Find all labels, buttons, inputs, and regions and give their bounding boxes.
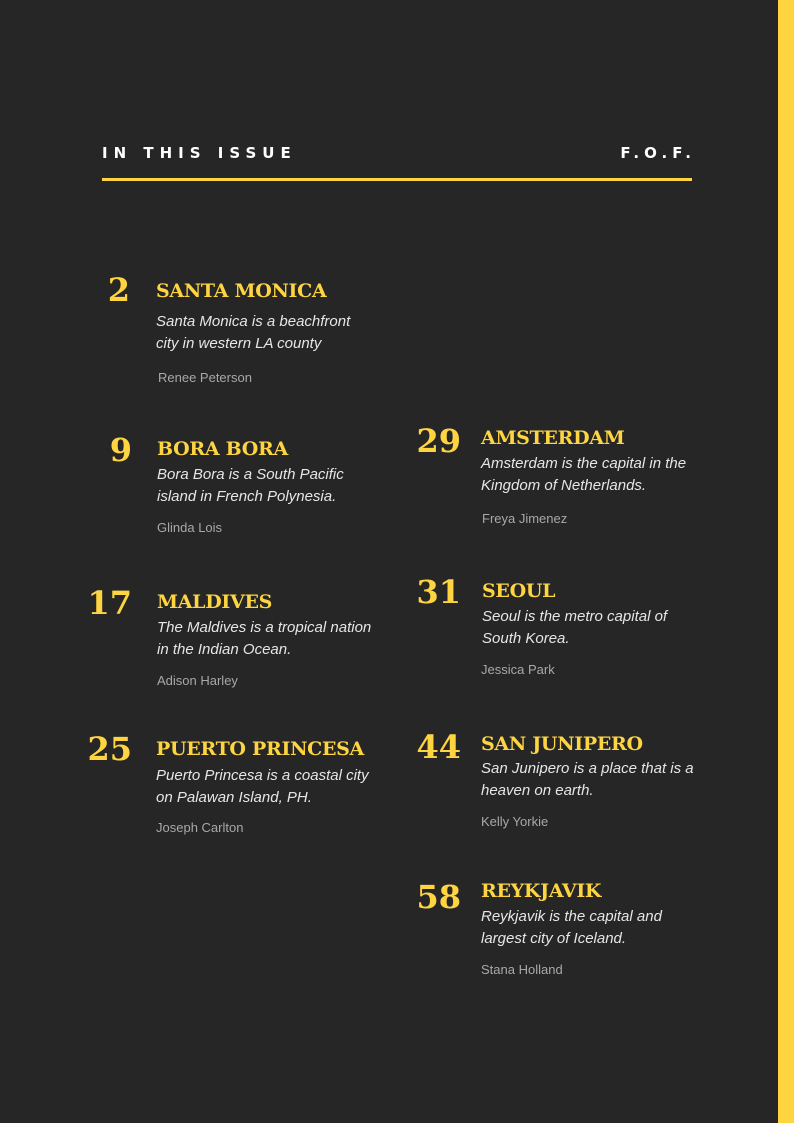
entry-title: AMSTERDAM <box>481 427 625 449</box>
entry-title: MALDIVES <box>157 591 273 613</box>
entry-description: Bora Bora is a South Pacific island in French Polynesia. <box>157 466 344 505</box>
entry-description: Reykjavik is the capital and largest city of Iceland. <box>481 908 662 947</box>
page-number: 9 <box>109 431 132 469</box>
page-number: 29 <box>416 422 461 460</box>
header-divider <box>102 178 692 181</box>
entry-description: Puerto Princesa is a coastal city on Palawan Island, PH. <box>156 767 369 806</box>
accent-side-bar <box>778 0 794 1123</box>
entry-author: Glinda Lois <box>157 520 223 535</box>
page-number: 31 <box>416 573 461 611</box>
entry-title: BORA BORA <box>157 438 288 460</box>
page-number: 17 <box>87 584 132 622</box>
page-number: 44 <box>416 728 461 766</box>
issue-heading: IN THIS ISSUE <box>102 144 297 162</box>
entry-description: Amsterdam is the capital in the Kingdom of Netherlands. <box>481 455 687 494</box>
entry-description: Santa Monica is a beachfront city in western LA county <box>156 313 351 352</box>
entry-description: San Junipero is a place that is a heaven on earth. <box>481 760 694 799</box>
entry-author: Stana Holland <box>481 962 563 977</box>
page-number: 58 <box>416 878 461 916</box>
entry-author: Kelly Yorkie <box>481 814 549 829</box>
entry-description: The Maldives is a tropical nation in the Indian Ocean. <box>157 619 372 658</box>
entry-title: SANTA MONICA <box>156 280 327 302</box>
page-number: 25 <box>87 730 132 768</box>
entry-author: Jessica Park <box>481 662 555 677</box>
entry-author: Joseph Carlton <box>156 820 244 835</box>
entry-title: REYKJAVIK <box>481 880 602 902</box>
entry-title: PUERTO PRINCESA <box>156 738 364 760</box>
entry-author: Renee Peterson <box>158 370 252 385</box>
entry-author: Freya Jimenez <box>482 511 568 526</box>
entry-title: SEOUL <box>482 580 556 602</box>
entry-description: Seoul is the metro capital of South Korea. <box>482 608 668 647</box>
page-number: 2 <box>107 271 130 309</box>
magazine-mark: F.O.F. <box>620 144 696 162</box>
entry-title: SAN JUNIPERO <box>481 733 643 755</box>
entry-author: Adison Harley <box>157 673 238 688</box>
